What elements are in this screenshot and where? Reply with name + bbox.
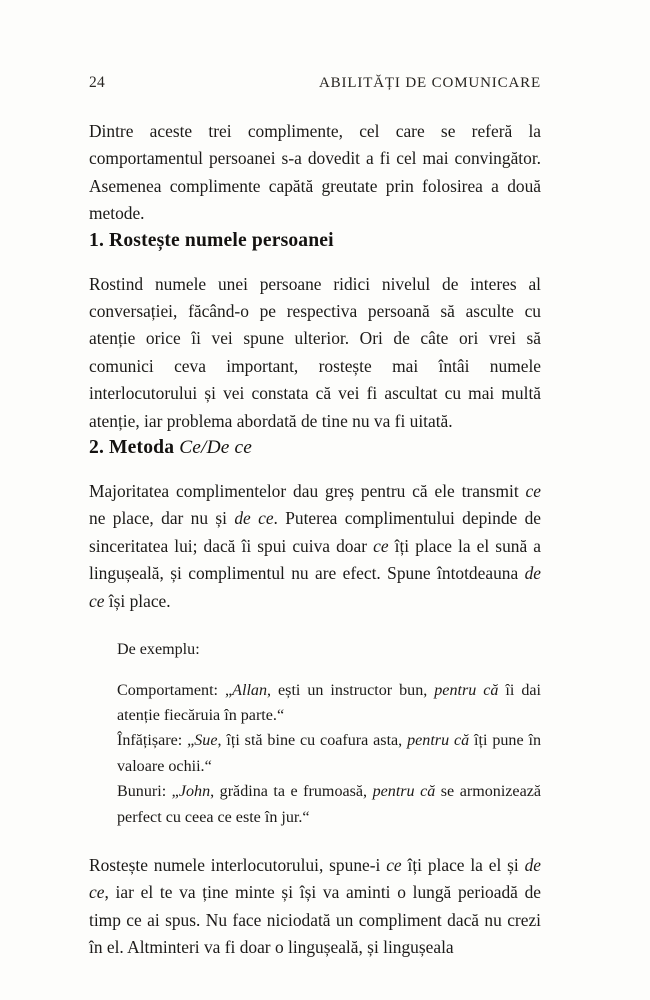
section-2-paragraph — [89, 478, 541, 615]
s2-text-5: își place. — [104, 590, 171, 611]
example-block — [117, 637, 541, 830]
closing-italic-1: ce — [386, 854, 402, 875]
behavior-reason: pentru că — [434, 681, 499, 699]
running-head-title: ABILITĂȚI DE COMUNICARE — [318, 75, 541, 91]
s2-text-3: . Puterea complimentului depinde de sinceritatea lui; dacă îi spui cuiva doar — [89, 508, 541, 556]
example-item-behavior — [117, 678, 541, 729]
possessions-name: John — [178, 783, 211, 801]
possessions-label: Bunuri: „ — [117, 783, 179, 801]
section-heading-2-bold: 2. Metoda — [89, 437, 175, 459]
behavior-name: Allan — [232, 681, 268, 699]
s2-italic-1: ce — [525, 481, 541, 502]
possessions-middle: , grădina ta e frumoasă, — [210, 783, 373, 801]
closing-text-3: , iar el te va ține minte și își va aminti o lungă perioadă de timp ce ai spus. Nu face niciodată un compliment dacă nu crezi în el. Altminteri va fi doar o lingușeală, și lingușeala — [89, 882, 541, 958]
page-number: 24 — [89, 74, 105, 91]
s2-italic-2: de ce — [234, 508, 274, 529]
appearance-name: Sue — [194, 732, 218, 750]
s2-italic-4: de ce — [89, 563, 541, 611]
possessions-tail: se armonizează perfect cu ceea ce este în jur.“ — [117, 783, 542, 826]
s2-italic-3: ce — [373, 535, 389, 556]
appearance-middle: , îți stă bine cu coafura asta, — [217, 732, 408, 750]
behavior-tail: îi dai atenție fiecăruia în parte.“ — [117, 681, 542, 724]
s2-text-4: îți place la el sună a lingușeală, și complimentul nu are efect. Spune întotdeauna — [89, 535, 541, 584]
s2-text-1: Majoritatea complimentelor dau greș pentru că ele transmit — [89, 481, 526, 502]
example-intro: De exemplu: — [117, 641, 200, 659]
appearance-label: Înfățișare: „ — [117, 732, 195, 750]
section-heading-2-italic: Ce/De ce — [179, 437, 253, 459]
appearance-tail: îți pune în valoare ochii.“ — [117, 732, 541, 775]
section-1-paragraph: Rostind numele unei persoane ridici nivelul de interes al conversației, făcând-o pe respectiva persoană să asculte cu atenție orice îi vei spune ulterior. Ori de câte ori vrei să comunici ceva important, rostește mai întâi numele interlocutorului și vei constata că vei fi ascultat cu mai multă atenție, iar problema abordată de tine nu va fi uitată. — [89, 273, 541, 431]
closing-text-1: Rostește numele interlocutorului, spune-i — [89, 854, 387, 875]
behavior-middle: , ești un instructor bun, — [267, 681, 435, 699]
text-block — [89, 118, 541, 962]
closing-italic-2: de ce — [89, 854, 541, 903]
possessions-reason: pentru că — [372, 783, 436, 801]
example-item-appearance — [117, 728, 541, 779]
intro-paragraph: Dintre aceste trei complimente, cel care se referă la comportamentul persoanei s-a dovedit a fi cel mai convingător. Asemenea complimente capătă greutate prin folosirea a două metode. — [89, 121, 541, 224]
behavior-label: Comportament: „ — [117, 681, 233, 699]
section-heading-2 — [89, 435, 541, 461]
section-heading-1: 1. Rostește numele persoanei — [89, 229, 334, 251]
running-head — [89, 74, 541, 92]
closing-paragraph — [89, 852, 541, 962]
example-item-possessions — [117, 779, 541, 830]
closing-text-2: îți place la el și — [401, 854, 525, 875]
s2-text-2: ne place, dar nu și — [89, 508, 235, 529]
appearance-reason: pentru că — [407, 732, 470, 750]
